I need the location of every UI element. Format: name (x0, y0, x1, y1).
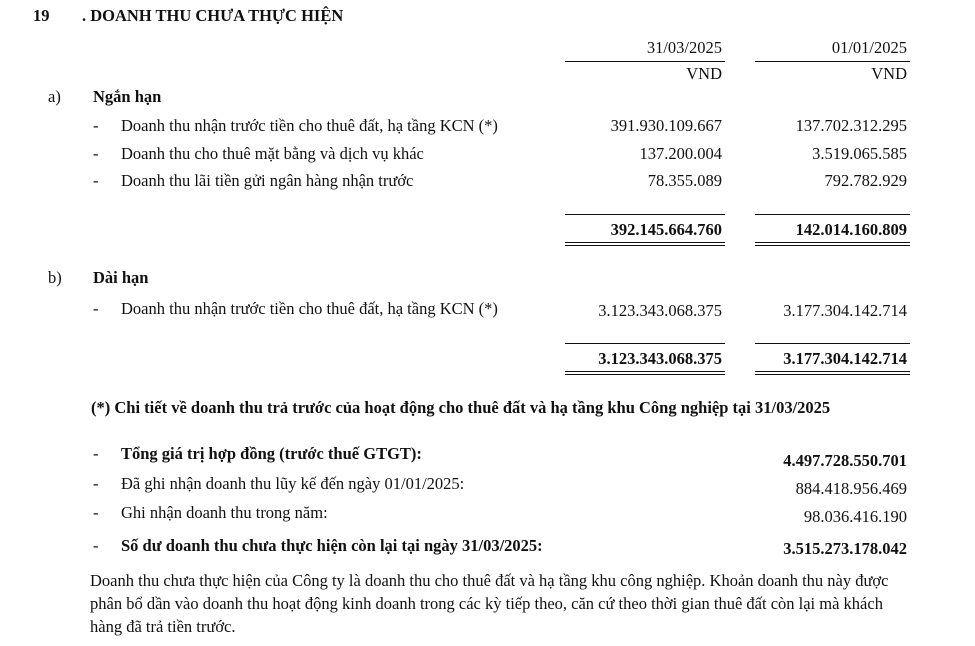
column-1-header-rule (565, 61, 725, 62)
short-term-item-2-value-1: 137.200.004 (639, 144, 722, 163)
long-term-total-rule-1 (565, 343, 725, 344)
short-term-total-rule-1 (565, 214, 725, 215)
short-term-total-rule-2 (755, 214, 910, 215)
short-term-total-1: 392.145.664.760 (610, 220, 722, 239)
long-term-double-rule-1a (565, 371, 725, 372)
detail-row-3-label: Ghi nhận doanh thu trong năm: (121, 503, 328, 522)
long-term-total-1: 3.123.343.068.375 (598, 349, 722, 368)
short-term-total-2: 142.014.160.809 (795, 220, 907, 239)
detail-row-3-value: 98.036.416.190 (803, 507, 907, 526)
column-2-header-rule (755, 61, 910, 62)
long-term-item-1-value-2: 3.177.304.142.714 (783, 301, 907, 320)
long-term-item-1-label: Doanh thu nhận trước tiền cho thuê đất, hạ tầng KCN (*) (121, 299, 498, 318)
detail-row-4-value: 3.515.273.178.042 (783, 539, 907, 558)
short-term-double-rule-1a (565, 242, 725, 243)
short-term-item-3-bullet: - (93, 171, 99, 190)
short-term-double-rule-1b (565, 245, 725, 246)
short-term-marker: a) (48, 87, 61, 106)
long-term-item-1-value-1: 3.123.343.068.375 (598, 301, 722, 320)
section-title: . DOANH THU CHƯA THỰC HIỆN (82, 6, 344, 25)
detail-row-2-value: 884.418.956.469 (795, 479, 907, 498)
column-1-date: 31/03/2025 (646, 38, 722, 57)
detail-row-3-bullet: - (93, 503, 99, 522)
short-term-item-2-value-2: 3.519.065.585 (812, 144, 907, 163)
column-2-unit: VND (871, 64, 907, 83)
long-term-double-rule-2b (755, 374, 910, 375)
detail-heading: (*) Chi tiết về doanh thu trả trước của hoạt động cho thuê đất và hạ tầng khu Công nghiệp tại 31/03/2025 (91, 398, 831, 417)
short-term-item-1-value-1: 391.930.109.667 (610, 116, 722, 135)
short-term-item-2-label: Doanh thu cho thuê mặt bằng và dịch vụ khác (121, 144, 424, 163)
long-term-title: Dài hạn (93, 268, 149, 287)
explanatory-note: Doanh thu chưa thực hiện của Công ty là doanh thu cho thuê đất và hạ tầng khu công nghiệp. Khoản doanh thu này được phân bổ dần vào doanh thu hoạt động kinh doanh trong các kỳ tiếp theo, căn cứ theo thời gian thuê đất còn lại mà khách hàng đã trả tiền trước. (90, 571, 889, 636)
detail-row-4-bullet: - (93, 536, 99, 555)
short-term-item-3-value-2: 792.782.929 (824, 171, 907, 190)
detail-row-4-label: Số dư doanh thu chưa thực hiện còn lại tại ngày 31/03/2025: (121, 536, 543, 555)
short-term-item-3-label: Doanh thu lãi tiền gửi ngân hàng nhận trước (121, 171, 414, 190)
short-term-item-1-bullet: - (93, 116, 99, 135)
detail-row-2-bullet: - (93, 474, 99, 493)
long-term-double-rule-2a (755, 371, 910, 372)
short-term-double-rule-2b (755, 245, 910, 246)
short-term-item-2-bullet: - (93, 144, 99, 163)
short-term-item-3-value-1: 78.355.089 (647, 171, 722, 190)
section-number: 19 (33, 6, 50, 25)
long-term-total-2: 3.177.304.142.714 (783, 349, 907, 368)
long-term-item-1-bullet: - (93, 299, 99, 318)
detail-row-2-label: Đã ghi nhận doanh thu lũy kế đến ngày 01/01/2025: (121, 474, 465, 493)
long-term-double-rule-1b (565, 374, 725, 375)
short-term-double-rule-2a (755, 242, 910, 243)
detail-row-1-bullet: - (93, 444, 99, 463)
detail-row-1-label: Tổng giá trị hợp đồng (trước thuế GTGT): (121, 444, 422, 463)
detail-row-1-value: 4.497.728.550.701 (783, 451, 907, 470)
long-term-total-rule-2 (755, 343, 910, 344)
long-term-marker: b) (48, 268, 62, 287)
column-1-unit: VND (686, 64, 722, 83)
short-term-item-1-label: Doanh thu nhận trước tiền cho thuê đất, hạ tầng KCN (*) (121, 116, 498, 135)
short-term-title: Ngắn hạn (93, 87, 162, 106)
column-2-date: 01/01/2025 (831, 38, 907, 57)
short-term-item-1-value-2: 137.702.312.295 (795, 116, 907, 135)
